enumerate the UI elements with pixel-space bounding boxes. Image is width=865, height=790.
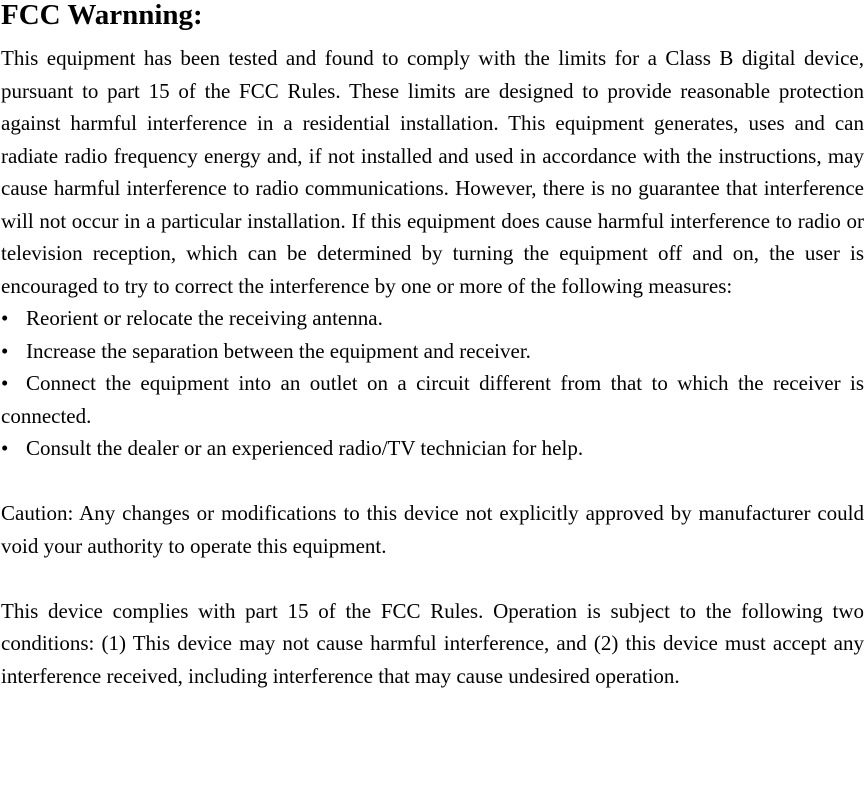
bullet-icon: • <box>1 436 9 460</box>
bullet-icon: • <box>1 338 9 363</box>
bullet-icon: • <box>1 306 9 330</box>
intro-paragraph: This equipment has been tested and found to comply with the limits for a Class B digital device, pursuant to part 15 of the FCC Rules. These limits are designed to provide reasonable protection against harmful interference in a residential installation. This equipment generates, uses and can radiate radio frequency energy and, if not installed and used in accordance with the instructions, may cause harmful interference to radio communications. However, there is no guarantee that interference will not occur in a particular installation. If this equipment does cause harmful interference to radio or television reception, which can be determined by turning the equipment off and on, the user is encouraged to try to correct the interference by one or more of the following measures: <box>1 46 864 298</box>
list-item-text: Connect the equipment into an outlet on a circuit different from that to which the receiver is connected. <box>1 371 864 428</box>
list-item-text: Reorient or relocate the receiving antenna. <box>26 306 383 330</box>
caution-paragraph: Caution: Any changes or modifications to this device not explicitly approved by manufacturer could void your authority to operate this equipment. <box>1 501 864 558</box>
list-item <box>1 432 864 465</box>
page-title: FCC Warnning: <box>1 0 203 31</box>
compliance-paragraph: This device complies with part 15 of the FCC Rules. Operation is subject to the following two conditions: (1) This device may not cause harmful interference, and (2) this device must accept any interference received, including interference that may cause undesired operation. <box>1 598 864 688</box>
measures-list <box>1 302 864 465</box>
list-item <box>1 367 864 432</box>
spacer <box>1 562 864 595</box>
list-item-text: Consult the dealer or an experienced radio/TV technician for help. <box>26 436 584 460</box>
bullet-icon: • <box>1 371 9 395</box>
list-item <box>1 335 864 368</box>
spacer <box>1 465 864 498</box>
list-item <box>1 302 864 335</box>
list-item-text: Increase the separation between the equipment and receiver. <box>26 338 531 363</box>
